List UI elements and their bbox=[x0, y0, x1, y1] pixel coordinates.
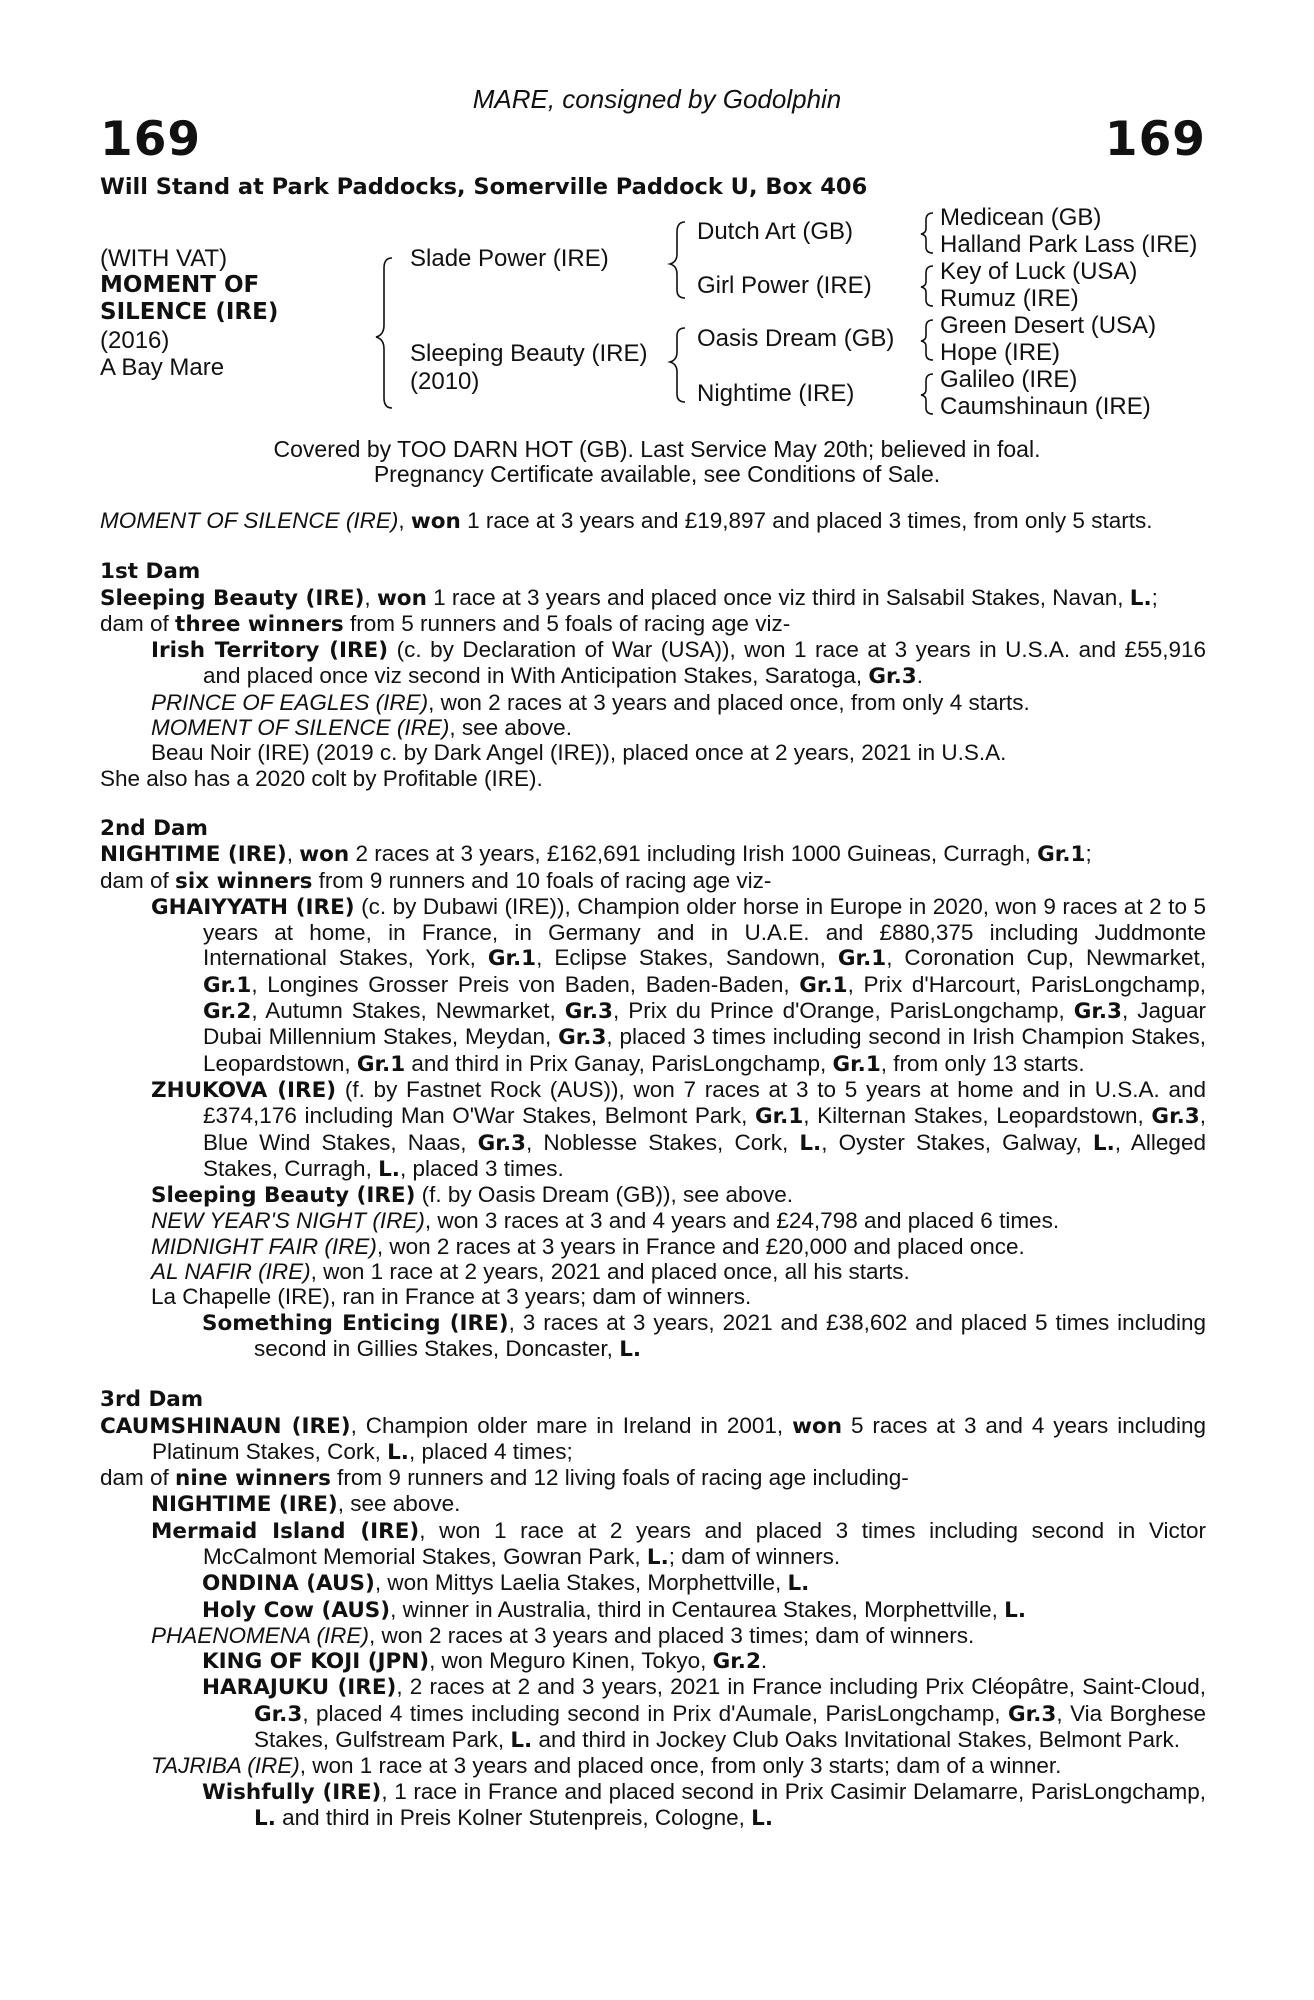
text-run: dam of bbox=[100, 610, 176, 636]
bold-text: GHAIYYATH (IRE) bbox=[151, 894, 355, 920]
bold-text: Irish Territory (IRE) bbox=[151, 638, 389, 664]
dam3-dam-of bbox=[100, 1465, 1206, 1491]
bracket-g3-3 bbox=[921, 320, 933, 360]
bracket-sire bbox=[670, 222, 685, 298]
pedigree-dam-sire: Oasis Dream (GB) bbox=[697, 325, 895, 352]
dam3-progeny-entry bbox=[151, 1518, 1206, 1571]
horse-name-line2: SILENCE (IRE) bbox=[100, 299, 279, 325]
italic-text: AL NAFIR (IRE) bbox=[151, 1259, 311, 1285]
bold-text: nine winners bbox=[175, 1466, 331, 1492]
pedigree-sire-dam: Girl Power (IRE) bbox=[697, 272, 872, 299]
dam3-progeny-list bbox=[100, 1491, 1206, 1831]
vat-note: (WITH VAT) bbox=[100, 245, 228, 272]
dam1-dam-of bbox=[100, 611, 1206, 637]
dam3-progeny-entry bbox=[151, 1491, 1206, 1517]
text-run: , Prix d'Harcourt, ParisLongchamp, bbox=[847, 971, 1206, 997]
text-run: dam of bbox=[100, 1465, 176, 1491]
bold-text: Sleeping Beauty (IRE) bbox=[100, 585, 365, 611]
text-run: (f. by Oasis Dream (GB)), see above. bbox=[415, 1182, 794, 1208]
text-run: from 5 runners and 5 foals of racing age viz- bbox=[343, 610, 791, 636]
dam2-progeny-3 bbox=[151, 1182, 1206, 1208]
text-run: , bbox=[286, 841, 300, 867]
bold-text: Gr.1 bbox=[754, 1104, 804, 1130]
bold-text: Gr.2 bbox=[203, 999, 252, 1025]
lot-number-left: 169 bbox=[100, 112, 202, 167]
pedigree-g3-1: Medicean (GB) bbox=[940, 204, 1102, 231]
text-run: , won 1 race at 3 years and placed once, from only 3 starts; dam of a winner. bbox=[299, 1753, 1062, 1779]
text-run: , see above. bbox=[449, 715, 572, 741]
bold-text: L. bbox=[387, 1439, 409, 1465]
text-run: , 2 races at 2 and 3 years, 2021 in France including Prix Cléopâtre, Saint-Cloud, bbox=[396, 1674, 1207, 1700]
bold-text: won bbox=[792, 1413, 843, 1439]
bold-text: six winners bbox=[175, 868, 313, 894]
bracket-g3-2 bbox=[921, 266, 933, 306]
text-run: (c. by Declaration of War (USA)), won 1 race at 3 years in U.S.A. and £55,916 and placed once viz second in With Anticipation Stakes, Saratoga, bbox=[203, 637, 1207, 689]
text-run: , winner in Australia, third in Centaurea Stakes, Morphettville, bbox=[390, 1596, 1005, 1622]
bold-text: Gr.1 bbox=[203, 972, 252, 998]
text-run: (f. by Fastnet Rock (AUS)), won 7 races at 3 to 5 years at home and in U.S.A. and £374,176 including Man O'War Stakes, Belmont Park, bbox=[203, 1076, 1206, 1129]
bold-text: ONDINA (AUS) bbox=[202, 1571, 375, 1597]
dam1-progeny-4 bbox=[151, 740, 1206, 765]
dam2-heading: 2nd Dam bbox=[100, 815, 208, 841]
horse-year: (2016) bbox=[100, 327, 170, 354]
bold-text: L. bbox=[619, 1336, 642, 1362]
bold-text: won bbox=[376, 585, 427, 611]
bold-text: won bbox=[410, 509, 461, 534]
italic-text: TAJRIBA (IRE) bbox=[151, 1753, 300, 1779]
bold-text: Holy Cow (AUS) bbox=[202, 1597, 391, 1623]
bold-text: L. bbox=[646, 1544, 669, 1570]
bold-text: L. bbox=[751, 1805, 774, 1831]
dam1-progeny-2 bbox=[151, 690, 1206, 715]
bold-text: Gr.1 bbox=[837, 946, 887, 972]
text-run: ; bbox=[1085, 841, 1092, 867]
bold-text: Gr.3 bbox=[1151, 1104, 1200, 1130]
stand-info: Will Stand at Park Paddocks, Somerville Paddock U, Box 406 bbox=[100, 174, 868, 200]
dam2-progeny-4 bbox=[151, 1208, 1206, 1233]
text-run: . bbox=[916, 663, 923, 689]
bold-text: Gr.3 bbox=[254, 1701, 303, 1727]
bold-text: Gr.1 bbox=[1037, 842, 1086, 868]
dam1-progeny-1 bbox=[151, 637, 1206, 690]
text-run: , Eclipse Stakes, Sandown, bbox=[536, 945, 838, 971]
dam3-progeny-entry bbox=[151, 1623, 1206, 1648]
text-run: and third in Jockey Club Oaks Invitational Stakes, Belmont Park. bbox=[532, 1727, 1181, 1753]
dam2-grandprogeny bbox=[202, 1310, 1206, 1363]
text-run: dam of bbox=[100, 867, 176, 893]
text-run: . bbox=[760, 1648, 768, 1674]
text-run: , 3 races at 3 years, 2021 and £38,602 and placed 5 times including second in Gillies Stakes, Doncaster, bbox=[254, 1309, 1206, 1361]
bold-text: L. bbox=[1129, 585, 1152, 611]
text-run: 1 race at 3 years and £19,897 and placed 3 times, from only 5 starts. bbox=[460, 508, 1153, 533]
italic-text: MOMENT OF SILENCE (IRE) bbox=[151, 715, 450, 741]
bold-text: L. bbox=[1092, 1130, 1115, 1156]
bold-text: Gr.1 bbox=[832, 1051, 881, 1077]
dam2-progeny-2 bbox=[151, 1077, 1206, 1182]
pedigree-brackets bbox=[0, 0, 1314, 440]
dam3-progeny-entry bbox=[202, 1570, 1206, 1596]
bold-text: L. bbox=[799, 1130, 822, 1156]
pedigree-g3-3: Key of Luck (USA) bbox=[940, 258, 1138, 285]
dam1-progeny-3 bbox=[151, 715, 1206, 740]
text-run: , Prix du Prince d'Orange, ParisLongchamp, bbox=[613, 998, 1074, 1024]
bold-text: Gr.1 bbox=[487, 946, 537, 972]
bold-text: L. bbox=[787, 1571, 810, 1597]
pedigree-g3-8: Caumshinaun (IRE) bbox=[940, 393, 1151, 420]
text-run: , placed 4 times including second in Prix d'Aumale, ParisLongchamp, bbox=[302, 1700, 1009, 1726]
text-run: , from only 13 starts. bbox=[880, 1050, 1085, 1076]
dam3-progeny-entry bbox=[151, 1753, 1206, 1778]
dam2-progeny-5 bbox=[151, 1234, 1206, 1259]
bold-text: Gr.1 bbox=[356, 1051, 406, 1077]
bold-text: L. bbox=[254, 1805, 276, 1831]
bold-text: Wishfully (IRE) bbox=[202, 1779, 382, 1805]
bold-text: NIGHTIME (IRE) bbox=[100, 842, 287, 868]
bracket-gen1 bbox=[376, 258, 392, 408]
bold-text: Something Enticing (IRE) bbox=[202, 1310, 509, 1336]
bracket-g3-1 bbox=[921, 213, 933, 253]
text-run: , won 1 race at 2 years and placed 3 times including second in Victor McCalmont Memorial Stakes, Gowran Park, bbox=[203, 1517, 1206, 1569]
horse-description: A Bay Mare bbox=[100, 354, 225, 381]
bold-text: NIGHTIME (IRE) bbox=[151, 1492, 338, 1518]
text-run: , Longines Grosser Preis von Baden, Baden-Baden, bbox=[251, 971, 800, 997]
text-run: from 9 runners and 10 foals of racing age viz- bbox=[312, 867, 772, 893]
dam3-progeny-entry bbox=[202, 1779, 1206, 1832]
covered-line2: Pregnancy Certificate available, see Conditions of Sale. bbox=[373, 461, 941, 487]
bold-text: Gr.2 bbox=[712, 1649, 761, 1675]
pedigree-g3-4: Rumuz (IRE) bbox=[940, 285, 1079, 312]
text-run: (c. by Dubawi (IRE)), Champion older horse in Europe in 2020, won 9 races at 2 to 5 years at home, in France, in Germany and in U.A.E. and £880,375 including Juddmonte International Stakes, York, bbox=[203, 893, 1206, 971]
italic-text: MOMENT OF SILENCE (IRE) bbox=[100, 508, 399, 533]
pedigree-g3-5: Green Desert (USA) bbox=[940, 312, 1157, 339]
text-run: ; bbox=[1151, 584, 1158, 610]
bold-text: Sleeping Beauty (IRE) bbox=[151, 1183, 416, 1209]
text-run: and third in Preis Kolner Stutenpreis, Cologne, bbox=[275, 1804, 752, 1830]
dam2-paragraph bbox=[100, 841, 1206, 867]
text-run: , bbox=[398, 508, 411, 533]
lot-number-right: 169 bbox=[1104, 112, 1206, 167]
bold-text: won bbox=[299, 842, 350, 868]
bold-text: Gr.3 bbox=[477, 1130, 526, 1156]
dam2-dam-of bbox=[100, 868, 1206, 894]
text-run: , Oyster Stakes, Galway, bbox=[821, 1129, 1093, 1155]
text-run: , Noblesse Stakes, Cork, bbox=[525, 1129, 800, 1155]
dam1-paragraph bbox=[100, 585, 1206, 611]
pedigree-sire-sire: Dutch Art (GB) bbox=[697, 218, 854, 245]
pedigree-dam: Sleeping Beauty (IRE) bbox=[410, 340, 648, 367]
pedigree-sire: Slade Power (IRE) bbox=[410, 245, 609, 272]
italic-text: PHAENOMENA (IRE) bbox=[151, 1622, 369, 1648]
bold-text: Gr.3 bbox=[558, 1025, 607, 1051]
text-run: , see above. bbox=[337, 1491, 461, 1517]
text-run: , won 2 races at 3 years and placed 3 times; dam of winners. bbox=[368, 1622, 975, 1648]
pedigree-g3-6: Hope (IRE) bbox=[940, 339, 1061, 366]
dam3-progeny-entry bbox=[202, 1597, 1206, 1623]
bold-text: KING OF KOJI (JPN) bbox=[202, 1649, 430, 1675]
dam3-progeny-entry bbox=[202, 1648, 1206, 1674]
text-run: , placed 3 times including second in Irish Champion Stakes, Leopardstown, bbox=[203, 1024, 1206, 1076]
text-run: from 9 runners and 12 living foals of racing age including- bbox=[330, 1465, 909, 1491]
bracket-g3-4 bbox=[921, 374, 933, 414]
text-run: , won 2 races at 3 years and placed once, from only 4 starts. bbox=[428, 689, 1030, 715]
text-run: , bbox=[364, 584, 377, 610]
text-run: , placed 4 times; bbox=[408, 1438, 573, 1464]
text-run: , Kilternan Stakes, Leopardstown, bbox=[803, 1103, 1152, 1129]
pedigree-dam-year: (2010) bbox=[410, 368, 480, 395]
dam2-progeny-1 bbox=[151, 894, 1206, 1077]
bold-text: L. bbox=[1004, 1597, 1027, 1623]
text-run: , 1 race in France and placed second in Prix Casimir Delamarre, ParisLongchamp, bbox=[381, 1778, 1206, 1804]
dam3-paragraph bbox=[100, 1413, 1206, 1466]
horse-name-line1: MOMENT OF bbox=[100, 272, 260, 298]
italic-text: NEW YEAR'S NIGHT (IRE) bbox=[151, 1208, 425, 1234]
pedigree-dam-dam: Nightime (IRE) bbox=[697, 380, 855, 407]
bold-text: Mermaid Island (IRE) bbox=[151, 1518, 420, 1544]
text-run: and third in Prix Ganay, ParisLongchamp, bbox=[405, 1050, 833, 1076]
covered-line1: Covered by TOO DARN HOT (GB). Last Service May 20th; believed in foal. bbox=[273, 436, 1041, 462]
italic-text: MIDNIGHT FAIR (IRE) bbox=[151, 1233, 377, 1259]
bold-text: HARAJUKU (IRE) bbox=[202, 1675, 397, 1701]
text-run: La Chapelle (IRE), ran in France at 3 years; dam of winners. bbox=[151, 1284, 752, 1310]
text-run: 2 races at 3 years, £162,691 including Irish 1000 Guineas, Curragh, bbox=[349, 841, 1038, 867]
text-run: , won Meguro Kinen, Tokyo, bbox=[429, 1648, 713, 1674]
bold-text: Gr.3 bbox=[1073, 999, 1122, 1025]
bold-text: L. bbox=[510, 1728, 533, 1754]
intro-paragraph bbox=[100, 508, 1206, 534]
dam1-also: She also has a 2020 colt by Profitable (IRE). bbox=[100, 765, 543, 791]
text-run: , won 2 races at 3 years in France and £20,000 and placed once. bbox=[376, 1233, 1025, 1259]
dam3-progeny-entry bbox=[202, 1674, 1206, 1753]
consignment-line: MARE, consigned by Godolphin bbox=[472, 84, 842, 114]
text-run: , Via Borghese Stakes, Gulfstream Park, bbox=[254, 1700, 1206, 1753]
bold-text: Gr.3 bbox=[1008, 1701, 1057, 1727]
bold-text: Gr.3 bbox=[868, 664, 917, 690]
bold-text: Gr.3 bbox=[564, 999, 614, 1025]
italic-text: PRINCE OF EAGLES (IRE) bbox=[151, 689, 429, 715]
bold-text: L. bbox=[378, 1156, 400, 1182]
text-run: 1 race at 3 years and placed once viz third in Salsabil Stakes, Navan, bbox=[426, 584, 1130, 610]
text-run: , Blue Wind Stakes, Naas, bbox=[203, 1103, 1206, 1155]
catalogue-body bbox=[100, 508, 1206, 1831]
text-run: ; dam of winners. bbox=[668, 1543, 841, 1569]
pedigree-g3-7: Galileo (IRE) bbox=[940, 366, 1078, 393]
text-run: , won 3 races at 3 and 4 years and £24,798 and placed 6 times. bbox=[424, 1208, 1060, 1234]
bold-text: ZHUKOVA (IRE) bbox=[151, 1077, 337, 1103]
dam1-heading: 1st Dam bbox=[100, 559, 201, 585]
bold-text: three winners bbox=[175, 611, 344, 637]
text-run: , placed 3 times. bbox=[399, 1155, 564, 1181]
text-run: , Autumn Stakes, Newmarket, bbox=[251, 998, 565, 1024]
text-run: , won 1 race at 2 years, 2021 and placed once, all his starts. bbox=[310, 1259, 910, 1285]
text-run: , Champion older mare in Ireland in 2001, bbox=[350, 1412, 793, 1438]
pedigree-g3-2: Halland Park Lass (IRE) bbox=[940, 231, 1198, 258]
bold-text: CAUMSHINAUN (IRE) bbox=[100, 1413, 351, 1439]
text-run: , Jaguar Dubai Millennium Stakes, Meydan, bbox=[203, 998, 1206, 1050]
dam2-progeny-7 bbox=[151, 1284, 1206, 1309]
bracket-dam bbox=[670, 328, 685, 402]
dam2-progeny-6 bbox=[151, 1259, 1206, 1284]
bold-text: Gr.1 bbox=[799, 972, 848, 998]
text-run: , Coronation Cup, Newmarket, bbox=[886, 945, 1206, 971]
text-run: Beau Noir (IRE) (2019 c. by Dark Angel (IRE)), placed once at 2 years, 2021 in U.S.A. bbox=[151, 740, 1007, 766]
text-run: , Alleged Stakes, Curragh, bbox=[203, 1129, 1206, 1181]
text-run: 5 races at 3 and 4 years including Platinum Stakes, Cork, bbox=[152, 1412, 1207, 1464]
text-run: , won Mittys Laelia Stakes, Morphettville, bbox=[374, 1570, 788, 1596]
dam3-heading: 3rd Dam bbox=[100, 1387, 204, 1413]
